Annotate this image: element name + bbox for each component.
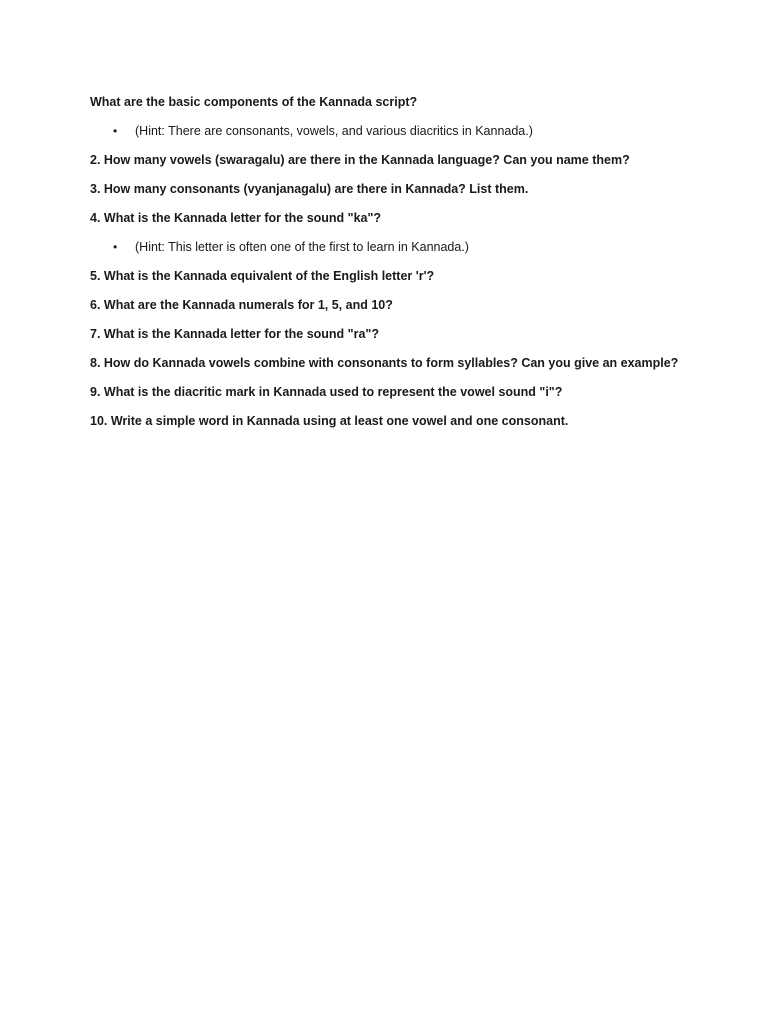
question-10: 10. Write a simple word in Kannada using at least one vowel and one consonant. — [90, 414, 569, 428]
question-5: 5. What is the Kannada equivalent of the English letter 'r'? — [90, 269, 435, 283]
question-2: 2. How many vowels (swaragalu) are there in the Kannada language? Can you name them? — [90, 153, 630, 167]
question-6: 6. What are the Kannada numerals for 1, 5, and 10? — [90, 298, 393, 312]
document-body — [90, 93, 730, 441]
question-3: 3. How many consonants (vyanjanagalu) are there in Kannada? List them. — [90, 182, 529, 196]
bullet-icon: • — [113, 124, 118, 138]
hint-text: (Hint: This letter is often one of the first to learn in Kannada.) — [135, 240, 469, 254]
question-7: 7. What is the Kannada letter for the sound "ra"? — [90, 327, 379, 341]
hint-2 — [90, 238, 730, 256]
question-8: 8. How do Kannada vowels combine with consonants to form syllables? Can you give an example? — [90, 356, 679, 370]
hint-text: (Hint: There are consonants, vowels, and various diacritics in Kannada.) — [135, 124, 533, 138]
question-1: What are the basic components of the Kannada script? — [90, 95, 418, 109]
question-4: 4. What is the Kannada letter for the sound "ka"? — [90, 211, 382, 225]
question-9: 9. What is the diacritic mark in Kannada used to represent the vowel sound "i"? — [90, 385, 563, 399]
hint-1 — [90, 122, 730, 140]
bullet-icon: • — [113, 240, 118, 254]
